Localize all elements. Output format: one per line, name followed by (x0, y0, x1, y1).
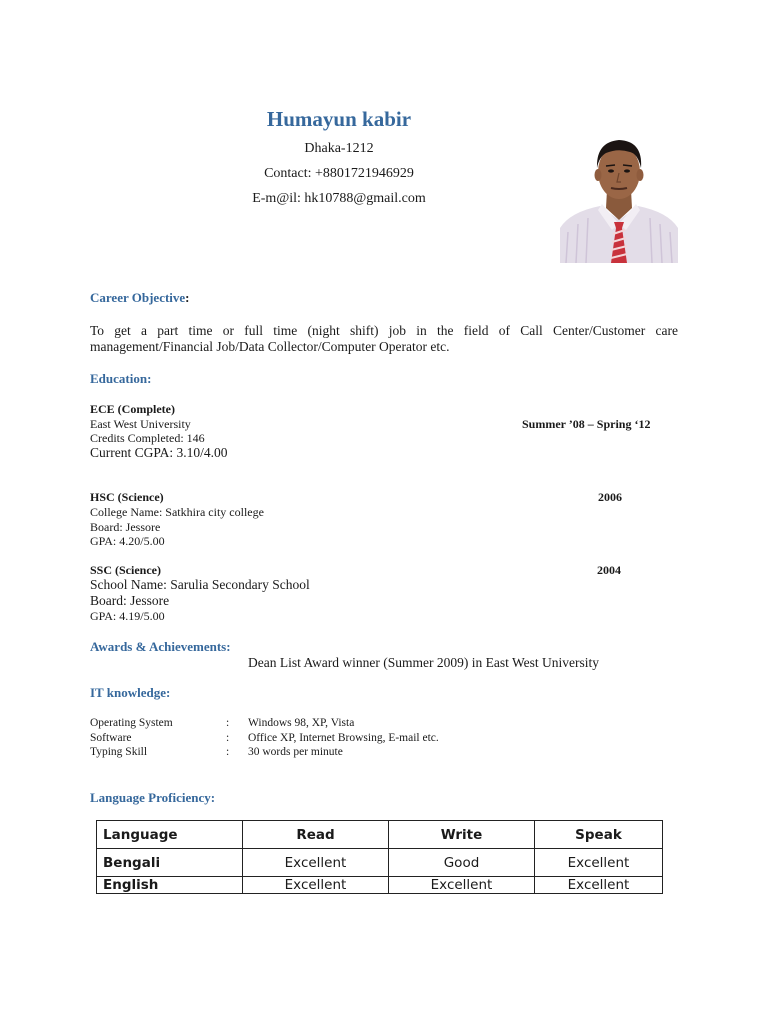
education-board-ssc: Board: Jessore (90, 593, 170, 608)
awards-text: Dean List Award winner (Summer 2009) in East West University (248, 655, 599, 670)
it-value-os: Windows 98, XP, Vista (248, 717, 355, 729)
education-period-ece: Summer ’08 – Spring ‘12 (522, 417, 651, 431)
education-title-hsc: HSC (Science) (90, 490, 164, 504)
education-period-ssc: 2004 (597, 563, 621, 577)
language-heading: Language Proficiency: (90, 790, 216, 805)
education-board-hsc: Board: Jessore (90, 520, 161, 534)
candidate-name: Humayun kabir (266, 107, 412, 131)
it-sep-os: : (226, 717, 230, 729)
write-level: Excellent (389, 877, 535, 894)
education-gpa-hsc: GPA: 4.20/5.00 (90, 534, 165, 548)
read-level: Excellent (243, 849, 389, 877)
language-name: English (97, 877, 243, 894)
email-line: E-m@il: hk10788@gmail.com (252, 191, 426, 206)
it-label-software: Software (90, 732, 132, 744)
column-header-write: Write (389, 821, 535, 849)
column-header-speak: Speak (535, 821, 663, 849)
table-row (97, 849, 663, 877)
table-row (97, 877, 663, 894)
it-label-typing: Typing Skill (90, 746, 148, 758)
write-level: Good (389, 849, 535, 877)
education-title-ssc: SSC (Science) (90, 563, 161, 577)
language-name: Bengali (97, 849, 243, 877)
read-level: Excellent (243, 877, 389, 894)
profile-photo (560, 128, 678, 263)
language-table-header (97, 821, 663, 849)
education-heading: Education: (90, 371, 152, 386)
it-value-software: Office XP, Internet Browsing, E-mail etc. (248, 732, 439, 744)
contact-line: Contact: +8801721946929 (264, 166, 414, 181)
career-objective-text: To get a part time or full time (night shift) job in the field of Call Center/Customer care management/Financial Job/Data Collector/Computer Operator etc. (90, 323, 678, 354)
education-gpa-ssc: GPA: 4.19/5.00 (90, 609, 165, 623)
awards-heading: Awards & Achievements: (90, 639, 231, 654)
education-credits-ece: Credits Completed: 146 (90, 431, 205, 445)
education-period-hsc: 2006 (598, 490, 622, 504)
education-institution-hsc: College Name: Satkhira city college (90, 505, 264, 519)
it-value-typing: 30 words per minute (248, 746, 343, 758)
education-title-ece: ECE (Complete) (90, 402, 175, 416)
education-institution-ece: East West University (90, 417, 191, 431)
speak-level: Excellent (535, 877, 663, 894)
language-table (96, 820, 663, 894)
address-line: Dhaka-1212 (304, 141, 374, 156)
it-knowledge-heading: IT knowledge: (90, 685, 171, 700)
education-cgpa-ece: Current CGPA: 3.10/4.00 (90, 445, 228, 460)
it-label-os: Operating System (90, 717, 173, 729)
column-header-read: Read (243, 821, 389, 849)
it-sep-software: : (226, 732, 230, 744)
it-sep-typing: : (226, 746, 230, 758)
column-header-language: Language (97, 821, 243, 849)
education-institution-ssc: School Name: Sarulia Secondary School (90, 577, 310, 592)
speak-level: Excellent (535, 849, 663, 877)
career-objective-heading: Career Objective: (90, 290, 190, 305)
